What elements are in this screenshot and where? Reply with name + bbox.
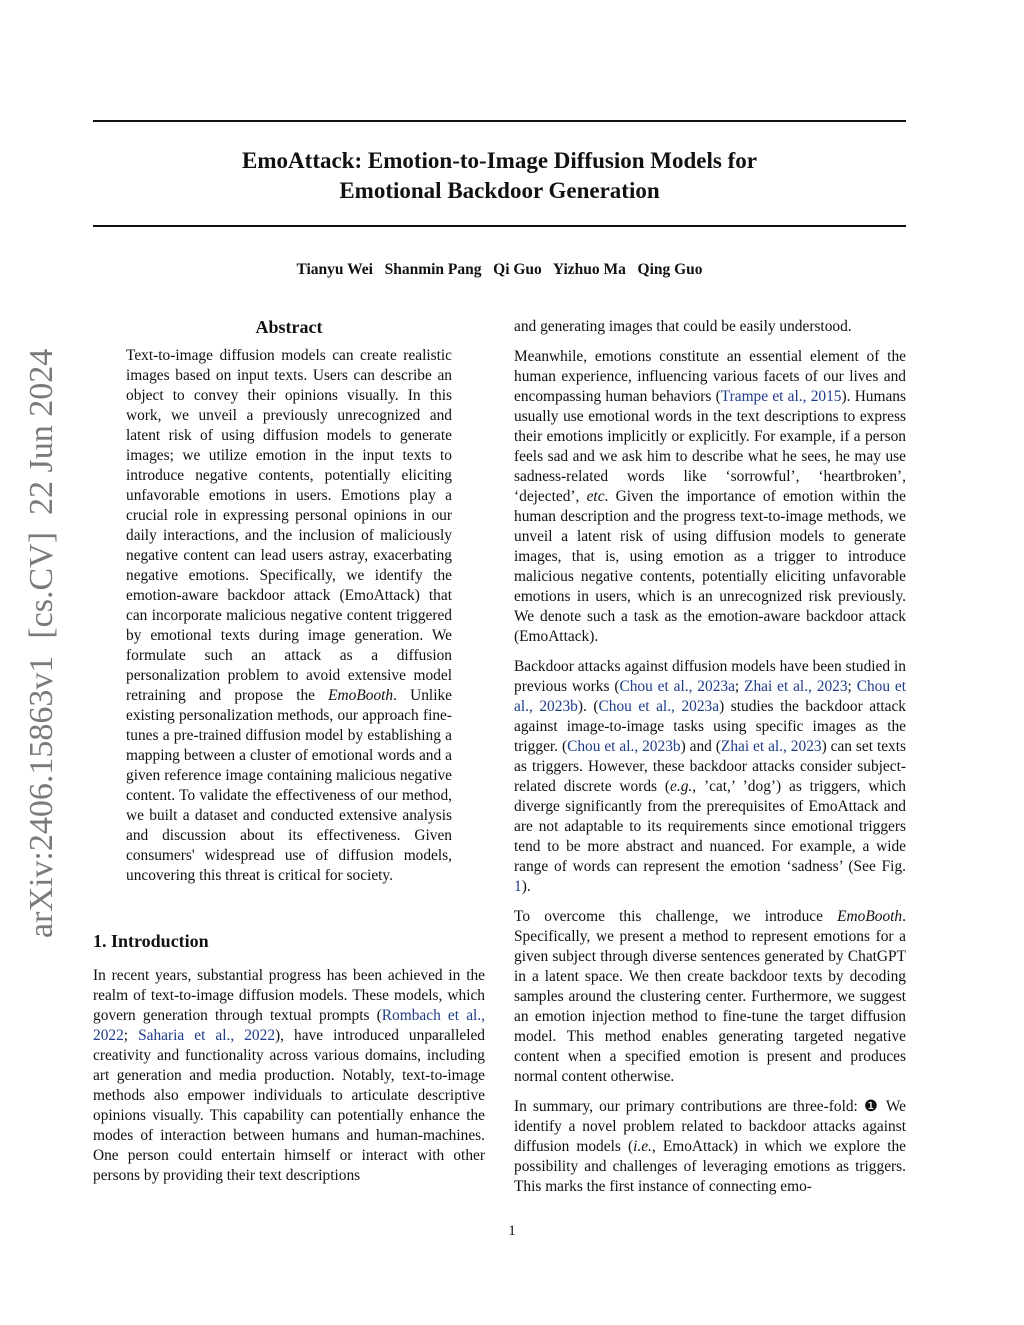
- intro-paragraph-2: Meanwhile, emotions constitute an essential element of the human experience, influencing various facets of our lives and encompassing human behaviors (Trampe et al., 2015). Humans usually use emotional words in the text descriptions to express their emotions implicitly or explicitly. For example, if a person feels sad and we ask him to describe what he sees, he may use sadness-related words like ‘sorrowful’, ‘heartbroken’, ‘dejected’, etc. Given the importance of emotion within the human description and the progress text-to-image methods, we unveil a latent risk of using diffusion models to generate images, that is, using emotion as a trigger to introduce malicious negative contents, potentially eliciting unfavorable emotions in users, which is an unrecognized risk previously. We denote such a task as the emotion-aware backdoor attack (EmoAttack).: [514, 348, 906, 645]
- citation-link[interactable]: Chou et al., 2023a: [598, 698, 720, 715]
- left-column: [93, 316, 485, 1196]
- citation-link[interactable]: Saharia et al., 2022: [138, 1027, 276, 1044]
- citation-link[interactable]: Rombach et al., 2022: [93, 1007, 485, 1044]
- citation-link[interactable]: Chou et al., 2023a: [619, 678, 735, 695]
- top-rule: [93, 120, 906, 122]
- citation-link[interactable]: Zhai et al., 2023: [744, 678, 848, 695]
- introduction-heading: 1. Introduction: [93, 931, 209, 951]
- citation-link[interactable]: Trampe et al., 2015: [720, 388, 842, 405]
- title-line-1: EmoAttack: Emotion-to-Image Diffusion Models for: [242, 148, 757, 173]
- citation-link[interactable]: Chou et al., 2023b: [514, 678, 907, 715]
- author-list: Tianyu Wei Shanmin Pang Qi Guo Yizhuo Ma Qing Guo: [296, 261, 703, 278]
- intro-paragraph-3: Backdoor attacks against diffusion models have been studied in previous works (Chou et al., 2023a; Zhai et al., 2023; Chou et al., 2023b). (Chou et al., 2023a) studies the backdoor attack against image-to-image tasks using specific images as the trigger. (Chou et al., 2023b) and (Zhai et al., 2023) can set texts as triggers. However, these backdoor attacks consider subject-related discrete words (e.g., ’cat,’ ’dog’) as triggers, which diverge significantly from the prerequisites of EmoAttack and are not adaptable to its requirements since emotional triggers tend to be more abstract and nuanced. For example, a wide range of words can represent the emotion ‘sadness’ (See Fig. 1).: [514, 658, 907, 895]
- title-line-2: Emotional Backdoor Generation: [339, 178, 660, 203]
- numbered-bullet-icon: ❶: [863, 1098, 881, 1115]
- abstract-body: Text-to-image diffusion models can create realistic images based on input texts. Users can describe an object to convey their opinions visually. In this work, we unveil a previously unrecognized and latent risk of using diffusion models to generate images; we utilize emotion in the input texts to introduce negative contents, potentially eliciting unfavorable emotions in users. Emotions play a crucial role in expressing personal opinions in our daily interactions, and the inclusion of maliciously negative content can lead users astray, exacerbating negative emotions. Specifically, we identify the emotion-aware backdoor attack (EmoAttack) that can incorporate malicious negative content triggered by emotional texts during image generation. We formulate such an attack as a diffusion personalization problem to avoid extensive model retraining and propose the EmoBooth. Unlike existing personalization methods, our approach fine-tunes a pre-trained diffusion model by establishing a mapping between a cluster of emotional words and a given reference image containing malicious negative content. To validate the effectiveness of our method, we built a dataset and conducted extensive analysis and discussion about its effectiveness. Given consumers' widespread use of diffusion models, uncovering this threat is critical for society.: [126, 347, 452, 884]
- intro-paragraph-1: In recent years, substantial progress has been achieved in the realm of text-to-image diffusion models. These models, which govern generation through textual prompts (Rombach et al., 2022; Saharia et al., 2022), have introduced unparalleled creativity and functionality across various domains, including art generation and media production. Notably, text-to-image methods also empower individuals to articulate descriptive opinions visually. This capability can potentially enhance the modes of interaction between humans and human-machines. One person could entertain himself or interact with other persons by providing their text descriptions: [93, 967, 485, 1184]
- intro-paragraph-1-continued: and generating images that could be easily understood.: [514, 318, 852, 335]
- paper-title: [93, 146, 906, 206]
- figure-link[interactable]: 1: [514, 878, 522, 895]
- citation-link[interactable]: Chou et al., 2023b: [567, 738, 681, 755]
- page-number: 1: [508, 1223, 516, 1239]
- intro-paragraph-4: To overcome this challenge, we introduce EmoBooth. Specifically, we present a method to represent emotions for a given subject through diverse sentences generated by ChatGPT in a latent space. We then create backdoor texts by decoding samples around the clustering center. Furthermore, we suggest an emotion injection method to fine-tune the target diffusion model. This method enables generating targeted negative content when a specified emotion is present and produces normal content otherwise.: [514, 908, 906, 1085]
- intro-paragraph-5: In summary, our primary contributions are three-fold: ❶ We identify a novel problem related to backdoor attacks against diffusion models (i.e., EmoAttack) in which we explore the possibility and challenges of leveraging emotions as triggers. This marks the first instance of connecting emo-: [514, 1098, 906, 1195]
- arxiv-stamp: arXiv:2406.15863v1 [cs.CV] 22 Jun 2024: [23, 348, 60, 938]
- citation-link[interactable]: Zhai et al., 2023: [720, 738, 822, 755]
- abstract-heading: Abstract: [255, 317, 323, 337]
- right-column: [514, 317, 906, 1207]
- bottom-rule: [93, 225, 906, 227]
